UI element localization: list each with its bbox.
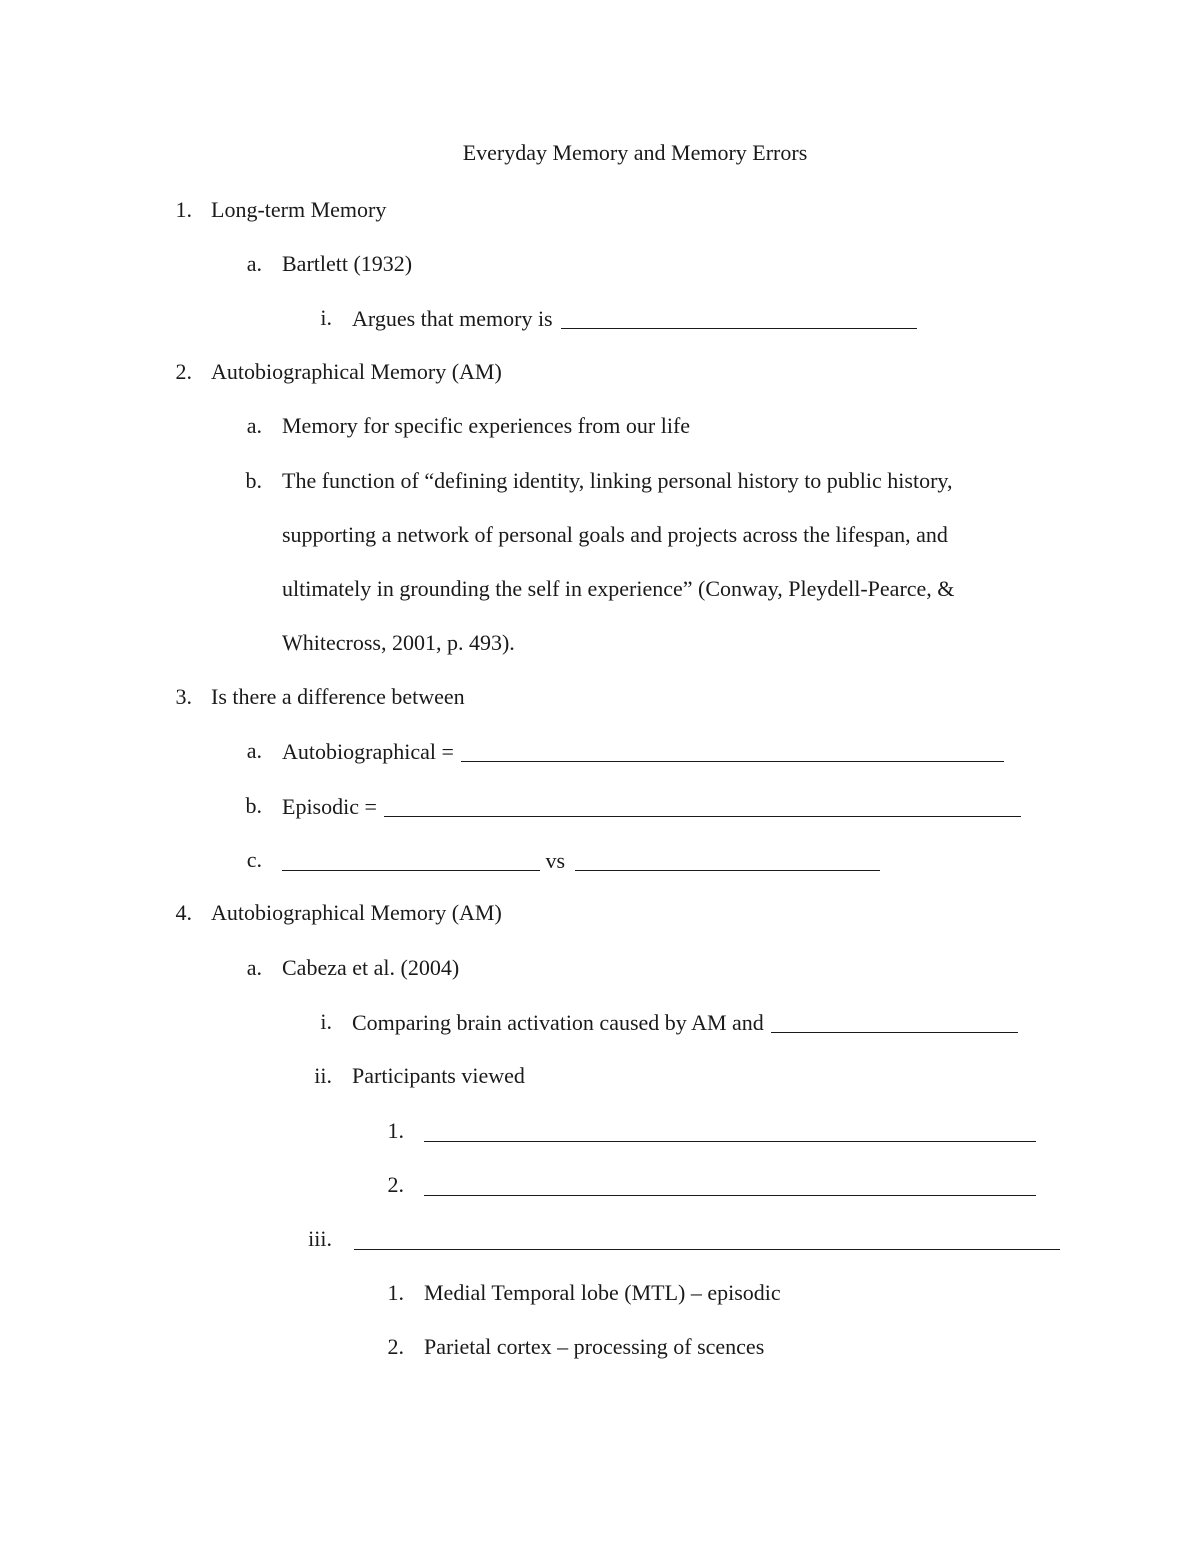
list-item-text: Memory for specific experiences from our life [282,413,691,438]
list-item [352,303,917,334]
fill-in-blank [282,848,540,871]
document-title: Everyday Memory and Memory Errors [462,140,808,165]
fill-in-blank [461,739,1004,762]
fill-in-blank [424,1119,1036,1142]
list-item-text: Cabeza et al. (2004) [282,955,460,980]
quote-line: Whitecross, 2001, p. 493). [282,630,515,655]
list-marker: i. [320,305,332,330]
list-marker: a. [246,738,262,763]
list-item [282,736,1004,767]
list-item [354,1224,1060,1255]
list-marker: a. [246,413,262,438]
list-item [282,845,880,876]
section-heading: Autobiographical Memory (AM) [211,359,502,384]
list-marker: iii. [308,1226,332,1251]
quote-line: supporting a network of personal goals and projects across the lifespan, and [282,522,948,547]
list-item-text: Parietal cortex – processing of scences [424,1334,765,1359]
fill-in-blank [561,306,917,329]
list-marker: 1. [387,1280,404,1305]
list-marker: 2. [175,359,192,384]
quote-line: ultimately in grounding the self in experience” (Conway, Pleydell-Pearce, & [282,576,955,601]
list-marker: 2. [387,1172,404,1197]
fill-in-blank [354,1227,1060,1250]
list-item-text: Autobiographical = [282,739,454,764]
list-marker: 1. [175,197,192,222]
list-item [352,1007,1018,1038]
fill-in-blank [384,794,1021,817]
list-marker: a. [246,251,262,276]
list-marker: b. [245,468,262,493]
list-item [424,1170,1036,1201]
list-marker: 1. [387,1118,404,1143]
list-marker: i. [320,1009,332,1034]
quote-line: The function of “defining identity, linking personal history to public history, [282,468,953,493]
fill-in-blank [424,1173,1036,1196]
fill-in-blank [771,1010,1018,1033]
list-marker: c. [246,847,262,872]
list-marker: 3. [175,684,192,709]
list-item-text: Argues that memory is [352,306,553,331]
list-marker: 4. [175,900,192,925]
list-item [282,791,1021,822]
list-item-text: Participants viewed [352,1063,525,1088]
section-heading: Is there a difference between [211,684,465,709]
list-item-text: Episodic = [282,794,377,819]
fill-in-blank [575,848,880,871]
list-item [424,1116,1036,1147]
list-item-text: Comparing brain activation caused by AM and [352,1010,764,1035]
section-heading: Autobiographical Memory (AM) [211,900,502,925]
list-marker: b. [245,793,262,818]
list-item-text: vs [545,848,566,873]
section-heading: Long-term Memory [211,197,387,222]
list-marker: 2. [387,1334,404,1359]
list-item-text: Medial Temporal lobe (MTL) – episodic [424,1280,781,1305]
list-marker: a. [246,955,262,980]
list-marker: ii. [314,1063,332,1088]
list-item-text: Bartlett (1932) [282,251,413,276]
